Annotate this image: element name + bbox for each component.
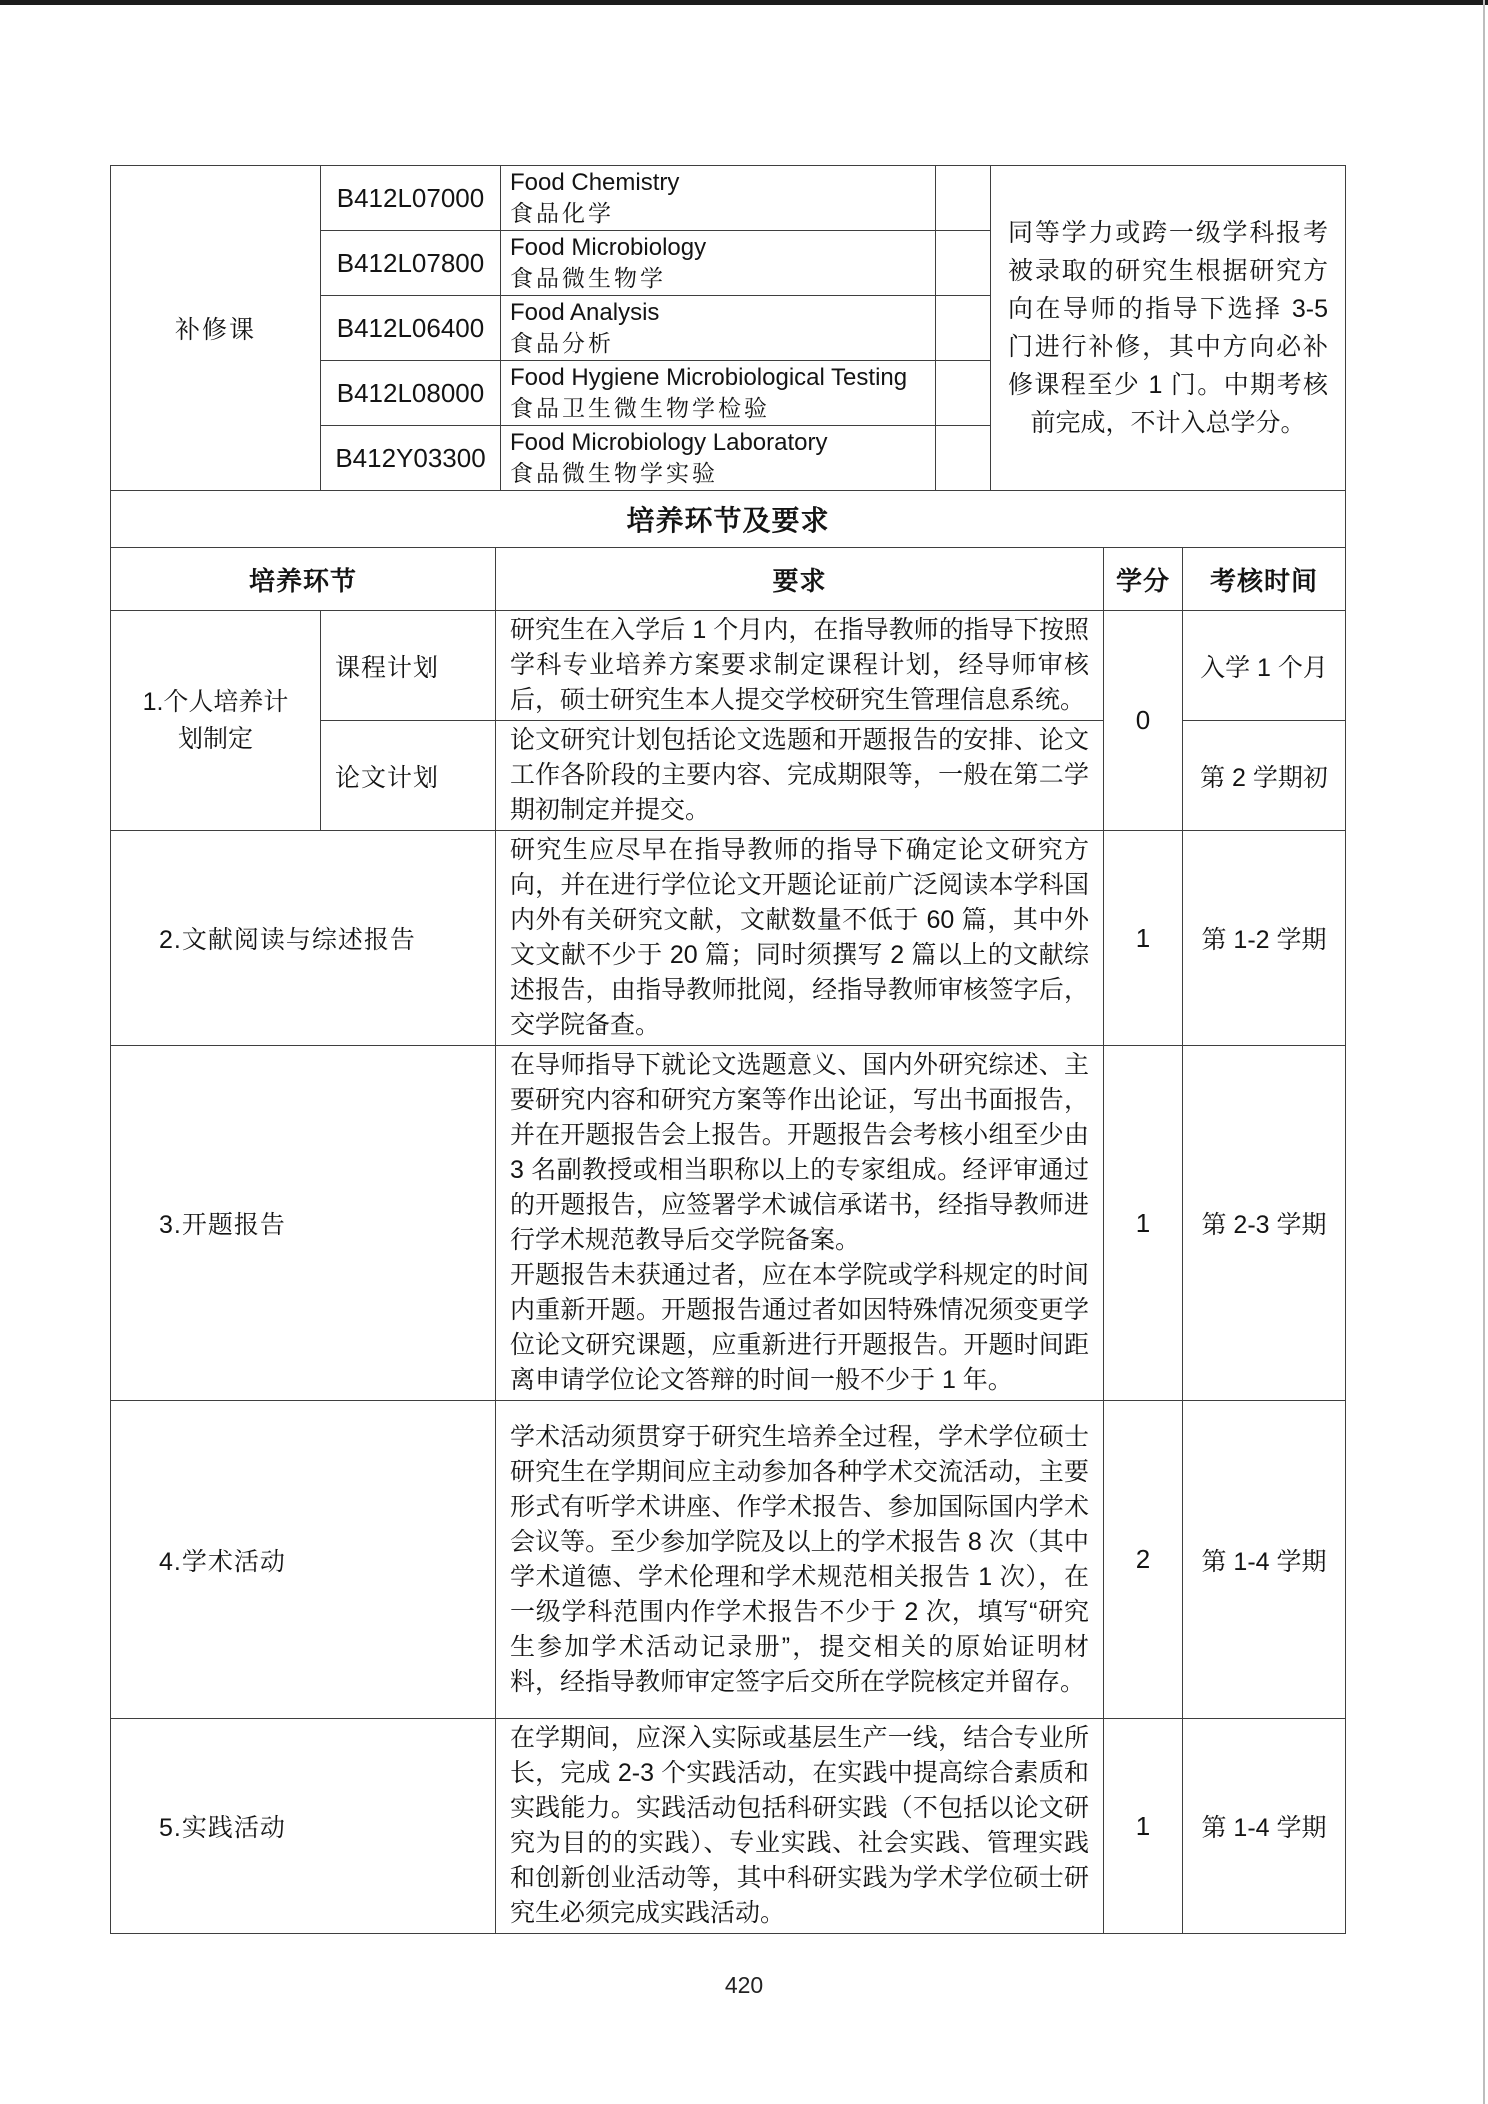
header-credit: 学分 [1104,548,1183,611]
time-academic-activities: 第 1-4 学期 [1183,1401,1346,1719]
course-name-en: Food Microbiology Laboratory [510,429,828,456]
course-name-zh: 食品分析 [510,330,614,356]
course-code-cell [321,361,501,426]
table-row-practice-activities [111,1719,1346,1934]
time-thesis-proposal: 第 2-3 学期 [1183,1046,1346,1401]
credit-thesis-proposal: 1 [1104,1046,1183,1401]
requirement-paragraph-2: 开题报告未获通过者，应在本学院或学科规定的时间内重新开题。开题报告通过者如因特殊情况须变更学位论文研究课题，应重新进行开题报告。开题时间距离申请学位论文答辩的时间一般不少于 1 年。 [510,1261,1089,1394]
table-row-personal-plan-course [111,611,1346,721]
category-label-cell [111,166,321,491]
header-requirement: 要求 [496,548,1104,611]
header-time: 考核时间 [1183,548,1346,611]
course-name-zh: 食品微生物学 [510,265,666,291]
header-stage: 培养环节 [111,548,496,611]
course-code-cell [321,426,501,491]
time-literature-review: 第 1-2 学期 [1183,831,1346,1046]
credit-literature-review: 1 [1104,831,1183,1046]
column-header-row [111,548,1346,611]
category-label: 补修课 [174,316,256,344]
course-code: B412Y03300 [335,442,486,473]
course-name-cell [501,426,936,491]
credit-practice-activities: 1 [1104,1719,1183,1934]
time-course-plan: 入学 1 个月 [1183,611,1346,721]
course-name-en: Food Analysis [510,299,660,326]
scan-top-edge-artifact [0,0,1488,5]
course-name-en: Food Microbiology [510,234,707,261]
course-name-en: Food Chemistry [510,169,680,196]
stage-label-academic-activities: 4.学术活动 [111,1401,496,1719]
sublabel-course-plan: 课程计划 [321,611,496,721]
empty-cell [936,426,991,491]
requirement-paragraph-1: 在导师指导下就论文选题意义、国内外研究综述、主要研究内容和研究方案等作出论证，写出书面报告，并在开题报告会上报告。开题报告会考核小组至少由 3 名副教授或相当职称以上的专家组成。经评审通过的开题报告，应签署学术诚信承诺书，经指导教师进行学术规范教导后交学院备案。 [510,1051,1089,1254]
empty-cell [936,166,991,231]
time-practice-activities: 第 1-4 学期 [1183,1719,1346,1934]
table-row-thesis-proposal [111,1046,1346,1401]
training-requirements-table [110,490,1346,1934]
section-title: 培养环节及要求 [111,491,1346,548]
requirement-thesis-proposal [496,1046,1104,1401]
requirement-academic-activities: 学术活动须贯穿于研究生培养全过程，学术学位硕士研究生在学期间应主动参加各种学术交流活动，主要形式有听学术讲座、作学术报告、参加国际国内学术会议等。至少参加学院及以上的学术报告 8 次（其中学术道德、学术伦理和学术规范相关报告 1 次），在一级学科范围内作学术报告不少于 2 次，填写“研究生参加学术活动记录册”，提交相关的原始证明材料，经指导教师审定签字后交所在学院核定并留存。 [496,1401,1104,1719]
course-name-zh: 食品卫生微生物学检验 [510,395,770,421]
requirement-course-plan: 研究生在入学后 1 个月内，在指导教师的指导下按照学科专业培养方案要求制定课程计划，经导师审核后，硕士研究生本人提交学校研究生管理信息系统。 [496,611,1104,721]
credit-academic-activities: 2 [1104,1401,1183,1719]
supplementary-note: 同等学力或跨一级学科报考被录取的研究生根据研究方向在导师的指导下选择 3-5 门进行补修，其中方向必补修课程至少 1 门。中期考核前完成，不计入总学分。 [1008,219,1328,437]
course-code-cell [321,231,501,296]
course-code-cell [321,296,501,361]
stage-cell-personal-plan [111,611,321,831]
stage-label-practice-activities: 5.实践活动 [111,1719,496,1934]
course-code: B412L07000 [336,182,485,213]
course-row [111,166,1346,231]
time-thesis-plan: 第 2 学期初 [1183,721,1346,831]
stage-label-thesis-proposal: 3.开题报告 [111,1046,496,1401]
course-code: B412L08000 [336,377,485,408]
credit-personal-plan: 0 [1104,611,1183,831]
course-code: B412L06400 [336,312,485,343]
course-code: B412L07800 [336,247,485,278]
requirement-practice-activities: 在学期间，应深入实际或基层生产一线，结合专业所长，完成 2-3 个实践活动，在实践中提高综合素质和实践能力。实践活动包括科研实践（不包括以论文研究为目的的实践）、专业实践、社会实践、管理实践和创新创业活动等，其中科研实践为学术学位硕士研究生必须完成实践活动。 [496,1719,1104,1934]
scan-right-edge-artifact [1483,0,1485,2104]
empty-cell [936,296,991,361]
sublabel-thesis-plan: 论文计划 [321,721,496,831]
course-name-zh: 食品微生物学实验 [510,460,718,486]
section-header-row [111,491,1346,548]
requirement-thesis-plan: 论文研究计划包括论文选题和开题报告的安排、论文工作各阶段的主要内容、完成期限等，一般在第二学期初制定并提交。 [496,721,1104,831]
course-name-cell [501,296,936,361]
requirement-literature-review: 研究生应尽早在指导教师的指导下确定论文研究方向，并在进行学位论文开题论证前广泛阅读本学科国内外有关研究文献，文献数量不低于 60 篇，其中外文文献不少于 20 篇；同时须撰写 2 篇以上的文献综述报告，由指导教师批阅，经指导教师审核签字后，交学院备查。 [496,831,1104,1046]
table-row-academic-activities [111,1401,1346,1719]
course-name-zh: 食品化学 [510,200,614,226]
stage-label: 1.个人培养计划制定 [142,687,289,753]
course-name-cell [501,231,936,296]
page-content [110,165,1345,1934]
course-code-cell [321,166,501,231]
course-name-cell [501,361,936,426]
supplementary-note-cell [991,166,1346,491]
page-number: 420 [724,1972,764,1998]
table-row-literature-review [111,831,1346,1046]
course-name-en: Food Hygiene Microbiological Testing [510,364,908,391]
empty-cell [936,231,991,296]
stage-label-literature-review: 2.文献阅读与综述报告 [111,831,496,1046]
supplementary-courses-table [110,165,1346,491]
empty-cell [936,361,991,426]
course-name-cell [501,166,936,231]
